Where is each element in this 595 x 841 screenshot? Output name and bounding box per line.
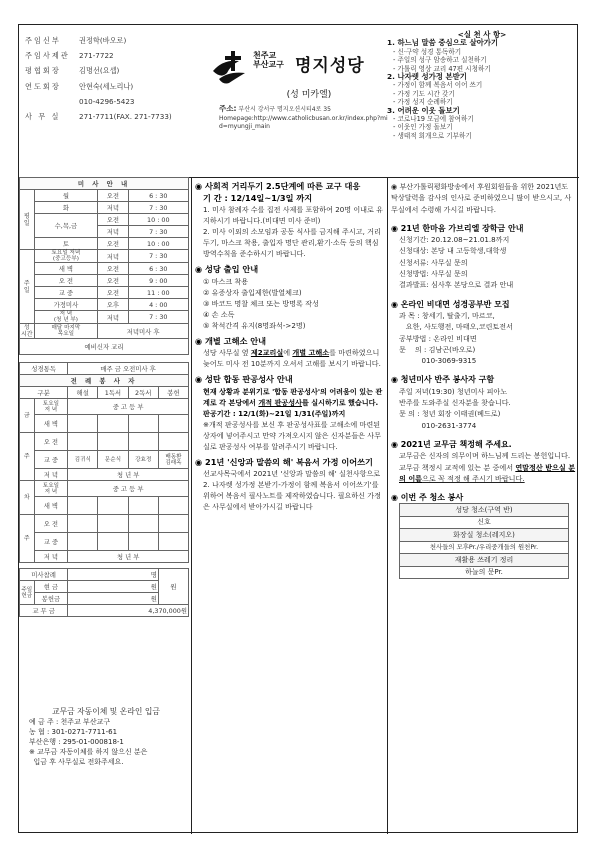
bible-reading-time: 매주 금 오전미사 후: [68, 363, 189, 375]
server-cell: [68, 497, 98, 515]
server-cell: [158, 433, 188, 451]
notice-item: ④ 손 소독: [203, 309, 235, 319]
mass-kind: 저녁: [98, 311, 128, 324]
mass-time: 10 : 00: [128, 214, 188, 226]
attendance-label: 미사참례: [20, 569, 68, 581]
parish-address: [219, 105, 389, 132]
server-cell: [98, 515, 128, 533]
info-row: [25, 79, 205, 94]
mass-day: 화: [34, 202, 98, 214]
info-row: [25, 109, 205, 124]
notice-item: 공부방법 : 온라인 비대면: [399, 333, 477, 343]
catechumen-class: 예비신자 교리: [20, 339, 189, 355]
practice-item: - 주일의 성구 암송하고 실천하기: [393, 56, 487, 65]
mass-day: 토요일 저녁 (중고등부): [34, 250, 98, 263]
notice-item: 신청대상: 본당 내 고등학생,대학생: [399, 246, 507, 256]
slot: 새 벽: [34, 415, 68, 433]
parish-name: 명지성당: [295, 56, 365, 76]
mass-kind: 오전: [98, 238, 128, 250]
mass-time: 11 : 00: [128, 287, 188, 299]
mass-time: 7 : 30: [128, 311, 188, 324]
text-emphasis: 개별 고해소: [292, 348, 330, 357]
sunday-label: 주 일: [20, 250, 35, 324]
parish-patron: (성 미카엘): [286, 90, 332, 100]
practice-item: - 가정 기도 시간 갖기: [393, 89, 455, 98]
server-cell: [98, 415, 128, 433]
mass-day: 토: [34, 238, 98, 250]
mass-day: 수,목,금: [34, 214, 98, 238]
notice-title: ◉ 2021년 교무금 책정해 주세요.: [391, 439, 512, 449]
notice-item: 반주를 도와주실 신자분을 찾습니다.: [399, 398, 511, 408]
server-cell: [158, 415, 188, 433]
col-head: 구분: [20, 387, 68, 399]
holy-hour-time: 저녁미사 후: [98, 324, 189, 339]
merged-cell: 청 년 부: [68, 551, 189, 563]
server-cell: [158, 515, 188, 533]
notice-youth-pianist: [391, 374, 577, 430]
practice-item: - 가톨릭 영상 교리 47편 시청하기: [393, 64, 491, 73]
servers-title: 전 례 봉 사 자: [20, 375, 189, 387]
practice-item: - 가정 성지 순례하기: [393, 98, 453, 107]
address-text: 부산시 강서구 명지오션시티4로 35: [238, 106, 331, 113]
cleaning-cell: 하늘의 문Pr.: [400, 566, 569, 579]
notice-title: ◉ 사회적 거리두기 2.5단계에 따른 교구 대응: [195, 181, 361, 191]
notice-text: 1. 미사 참례자 수를 집전 사제를 포함하여 20명 이내로 유지하시기 바랍니다.(비대면 미사 준비): [203, 205, 383, 225]
server-cell: [128, 497, 158, 515]
mass-kind: 오전: [98, 214, 128, 226]
mass-schedule-title: 미 사 안 내: [20, 178, 189, 190]
server-cell: [98, 433, 128, 451]
info-row: [25, 33, 205, 48]
notice-item: 요한, 사도행전, 마태오,코린토전서: [399, 322, 513, 332]
mass-time: 7 : 30: [128, 202, 188, 214]
weekday-label: 평 일: [20, 190, 35, 250]
column-divider: [387, 177, 388, 834]
info-key: 사 무 실: [25, 112, 61, 122]
notice-item: 주일 저녁(19:30) 청년미사 피아노: [399, 386, 508, 396]
notice-title: ◉ 21년 한마음 가브리엘 장학금 안내: [391, 223, 524, 233]
transfer-line: 입금 후 사무실로 전화주세요.: [29, 758, 124, 766]
text-part: 를 마련하였으니 늦어도 미사 전 10분까지 오셔서 고해를 보시기 바랍니다.: [203, 348, 381, 368]
next-week-label: 차: [20, 481, 35, 515]
slot: 저 녁: [34, 469, 68, 481]
info-value: 271-7722: [79, 51, 114, 61]
mass-time: 7 : 30: [128, 250, 188, 263]
text-emphasis: 제2교리실: [250, 348, 284, 357]
text-part: 현재 상황과 분위기로 '합동 판공성사'의 어려움이 있는 관계로 각 본당에서: [203, 386, 383, 407]
notice-text: ※개적 판공성사를 보신 후 판공성사표를 고해소에 마련된 상자에 넣어주시고 만약 가져오시지 않은 신자분들은 사무실로 판공성사 여부를 알려주시기 바랍니다.: [203, 419, 381, 451]
notice-title: ◉ 이번 주 청소 봉사: [391, 493, 464, 503]
merged-cell: 청 년 부: [68, 469, 189, 481]
text-part: 에: [283, 348, 293, 357]
notice-gospel-copy: [195, 457, 385, 513]
tithe-label: 교 무 금: [20, 605, 68, 617]
notice-text: [195, 347, 385, 369]
practice-item: - 이웃인 가정 돌보기: [393, 123, 453, 132]
mass-kind: 오전: [98, 275, 128, 287]
notice-item: ⑤ 착석간격 유지(8명좌석->2명): [203, 320, 306, 330]
info-row: [25, 48, 205, 63]
mass-day: 교 중: [34, 287, 98, 299]
notice-item: 신청서류: 사무실 문의: [399, 257, 468, 267]
mass-day: 새 벽: [34, 263, 98, 275]
server-cell: [128, 515, 158, 533]
notice-text: 선교사목국에서 2021년 '신앙과 말씀의 해' 실천사항으로 2. 나자렛 성가정 본받기-가정이 함께 복음서 이어쓰기'를 위하여 복음서 필사노트를 제작하였습니다. 필요하신 가정은 사무실에서 받아가시길 바랍니다: [203, 469, 381, 511]
notice-item: ② 유증상자 출입제한(발열체크): [203, 287, 302, 297]
text-part: 으로 꼭 적정 해 주시기 바랍니다.: [422, 473, 525, 483]
notice-item: 문 의 : 청년 회장 이태권(베드로): [399, 409, 501, 419]
col-head: 봉헌: [158, 387, 188, 399]
offering-key: 봉헌금: [34, 593, 68, 605]
merged-cell: 중 고 등 부: [68, 399, 189, 415]
notice-title: ◉ 성탄 합동 판공성사 안내: [195, 374, 293, 384]
practice-heading: 2. 나자렛 성가정 본받기: [387, 72, 467, 82]
notice-text: [195, 386, 385, 408]
notice-period: 기 간 : 12/14일~1/3일 까지: [203, 192, 313, 203]
transfer-title: 교무금 자동이체 및 온라인 입금: [52, 707, 160, 716]
server-cell: [128, 415, 158, 433]
address-label: 주소:: [219, 104, 237, 113]
offering-value: 원: [68, 581, 159, 593]
practice-title: <실 천 사 항>: [457, 30, 507, 39]
offering-key: 현 금: [34, 581, 68, 593]
server-cell: [98, 497, 128, 515]
notice-text: [391, 462, 577, 485]
notice-title: ◉ 온라인 비대면 성경공부반 모집: [391, 299, 510, 309]
notice-item: 결과발표: 심사후 본당으로 결과 안내: [399, 280, 514, 290]
info-key: 평협회장: [25, 66, 61, 76]
server-cell: [68, 433, 98, 451]
diocese-label: 천주교 부산교구: [253, 51, 284, 69]
text-part: 를 실시하기로 했습니다.: [301, 397, 379, 407]
info-value: 김명선(요셉): [79, 66, 120, 76]
cleaning-cell: 성당 청소(구역 반): [400, 504, 569, 517]
mass-kind: 오전: [98, 287, 128, 299]
cleaning-table: [399, 503, 569, 579]
mass-time: 10 : 00: [128, 238, 188, 250]
this-week-label-2: 주: [20, 433, 35, 481]
spacer: [20, 355, 189, 363]
mass-time: 9 : 00: [128, 275, 188, 287]
practice-item: - 가정이 함께 복음서 이어 쓰기: [393, 81, 483, 90]
parish-info: [25, 33, 205, 124]
server-cell: 김귀식: [68, 451, 98, 469]
mass-time: 7 : 30: [128, 226, 188, 238]
notice-cleaning: [391, 492, 577, 579]
mass-kind: 저녁: [98, 202, 128, 214]
text-emphasis: 개적 판공성사: [258, 397, 302, 407]
server-cell: [128, 533, 158, 551]
transfer-line: 예 금 주 : 천주교 부산교구: [29, 718, 111, 726]
col-head: 해설: [68, 387, 98, 399]
slot: 새 벽: [34, 497, 68, 515]
slot: 토요일 저 녁: [34, 481, 68, 497]
bible-reading-label: 성경통독: [20, 363, 68, 375]
mass-kind: 저녁: [98, 250, 128, 263]
notice-column-right: [391, 181, 577, 587]
notice-tithe: [391, 439, 577, 484]
slot: 오 전: [34, 433, 68, 451]
next-week-label-2: 주: [20, 515, 35, 563]
notice-text: 2. 미사 이외의 소모임과 공동 식사를 금지해 주시고, 거리두기, 마스크 착용, 출입자 명단 관리,환기·소독 등의 핵심 방역수칙을 준수하시기 바랍니다.: [203, 227, 381, 258]
mass-day: 가정미사: [34, 299, 98, 311]
info-key: 주임사제관: [25, 51, 70, 61]
notice-christmas-confession: [195, 374, 385, 452]
server-cell: [158, 533, 188, 551]
notice-title: ◉ 개별 고해소 안내: [195, 335, 267, 346]
notice-text: 교무금은 신자의 의무이며 하느님께 드리는 봉헌입니다.: [399, 451, 571, 461]
notice-title: ◉ 21년 '신앙과 말씀의 해' 복음서 가정 이어쓰기: [195, 456, 373, 467]
server-cell: [98, 533, 128, 551]
notice-item: 010-2631-3774: [399, 420, 477, 430]
notice-scholarship: [391, 223, 577, 291]
notice-item: 010-3069-9315: [399, 356, 477, 366]
server-cell: [68, 533, 98, 551]
col-head: 1독서: [98, 387, 128, 399]
notice-title: ◉ 성당 출입 안내: [195, 264, 259, 274]
attendance-value: 명: [68, 569, 159, 581]
notice-item: ① 마스크 착용: [203, 276, 249, 286]
tithe-value: 4,370,000원: [68, 605, 189, 617]
notice-column-middle: [195, 181, 385, 517]
holy-hour-label: 성 시간: [21, 324, 33, 338]
notice-item: 신청방법: 사무실 문의: [399, 269, 468, 279]
bulletin-page: [18, 24, 578, 833]
mass-kind: 오후: [98, 299, 128, 311]
cleaning-cell: 화장실 청소(레지오): [400, 529, 569, 542]
server-cell: [68, 515, 98, 533]
holy-hour-day: 매달 마지막 목요일: [34, 324, 98, 339]
transfer-line: 농 협 : 301-0271-7711-61: [29, 728, 118, 736]
server-cell: 배동환 김래옥: [158, 451, 188, 469]
mass-kind: 저녁: [98, 226, 128, 238]
practice-heading: 1. 하느님 말씀 중심으로 살아가기: [387, 38, 499, 48]
mass-time: 6 : 30: [128, 190, 188, 202]
practice-item: - 신·구약 성경 통독하기: [393, 47, 462, 56]
slot: 저 녁: [34, 551, 68, 563]
text-part: 교무금 책정시 교적에 있는 분 중에서: [399, 462, 516, 472]
notice-calendar: [391, 181, 577, 215]
mass-day: 오 전: [34, 275, 98, 287]
practice-item: - 생태적 회개으로 기부하기: [393, 131, 472, 140]
server-cell: 강효정: [128, 451, 158, 469]
slot: 교 중: [34, 533, 68, 551]
slot: 오 전: [34, 515, 68, 533]
cross-dove-icon: [209, 49, 249, 89]
tithe-transfer-info: [23, 707, 189, 767]
notice-text: ◉ 부산가톨릭평화방송에서 후원회원들을 위한 2021년도 탁상달력을 감사의 인사로 준비하였으니 많이 받으시고, 사무실에서 수령해 가시길 바랍니다.: [391, 182, 572, 214]
info-value: 271-7711(FAX. 271-7733): [79, 112, 172, 122]
notice-confession: [195, 336, 385, 370]
column-divider: [191, 177, 192, 834]
info-key: 주임신부: [25, 36, 61, 45]
parish-logo: [209, 45, 399, 100]
info-row: [25, 63, 205, 78]
homepage-link[interactable]: Homepage:http://www.catholicbusan.or.kr/index.php?mid=myungji_main: [219, 114, 388, 130]
mass-day: 저 녁 (청 년 부): [34, 311, 98, 324]
offering-side: 원: [158, 569, 188, 605]
mass-kind: 오전: [98, 263, 128, 275]
text-emphasis: 연말정산 받으실 분의 이름: [399, 462, 576, 483]
notice-period: 판공기간 : 12/1(화)~21일 1/31(주일)까지: [203, 408, 346, 418]
info-key: [25, 94, 79, 109]
notice-item: 문 의 : 김남곤(바오로): [399, 344, 476, 354]
transfer-line: ※ 교무금 자동이체를 하지 않으신 분은: [29, 748, 148, 756]
offering-label: 주일헌금: [20, 581, 35, 605]
server-cell: [68, 415, 98, 433]
notice-entry: [195, 264, 385, 331]
mass-kind: 오전: [98, 190, 128, 202]
server-cell: 문순식: [98, 451, 128, 469]
info-value: 권정학(바오로): [79, 36, 127, 45]
practice-item: - 코로나19 모금에 참여하기: [393, 115, 474, 124]
practice-list: [387, 31, 577, 140]
cleaning-cell: 천사들의 모후Pr./우리중개들의 원천Pr.: [400, 541, 569, 554]
cleaning-cell: 신호: [400, 516, 569, 529]
text-part: 성당 사무실 옆: [203, 348, 251, 357]
info-key: 연도회장: [25, 81, 61, 91]
notice-distancing: [195, 181, 385, 259]
mass-time: 4 : 00: [128, 299, 188, 311]
mass-day: 월: [34, 190, 98, 202]
info-value: 안현숙(세노리나): [79, 81, 134, 91]
mass-schedule-table: [19, 177, 189, 617]
mass-time: 6 : 30: [128, 263, 188, 275]
slot: 토요일 저 녁: [34, 399, 68, 415]
offering-value: 원: [68, 593, 159, 605]
merged-cell: 중 고 등 부: [68, 481, 189, 497]
notice-item: 신청기간: 20.12.08~21.01.8까지: [399, 235, 510, 245]
server-cell: [128, 433, 158, 451]
transfer-line: 부산은행 : 295-01-000818-1: [29, 738, 124, 746]
info-row: [25, 94, 205, 109]
notice-title: ◉ 청년미사 반주 봉사자 구함: [391, 375, 495, 385]
notice-item: 과 목 : 창세기, 탈출기, 마르코,: [399, 310, 495, 320]
slot: 교 중: [34, 451, 68, 469]
this-week-label: 금: [20, 399, 35, 433]
info-value: 010-4296-5423: [79, 96, 135, 106]
cleaning-cell: 재활용 쓰레기 정리: [400, 554, 569, 567]
practice-heading: 3. 어려운 이웃 돌보기: [387, 105, 460, 115]
col-head: 2독서: [128, 387, 158, 399]
notice-item: ③ 바코드 명찰 체크 또는 방명록 작성: [203, 298, 319, 308]
server-cell: [158, 497, 188, 515]
notice-bible-study: [391, 299, 577, 367]
